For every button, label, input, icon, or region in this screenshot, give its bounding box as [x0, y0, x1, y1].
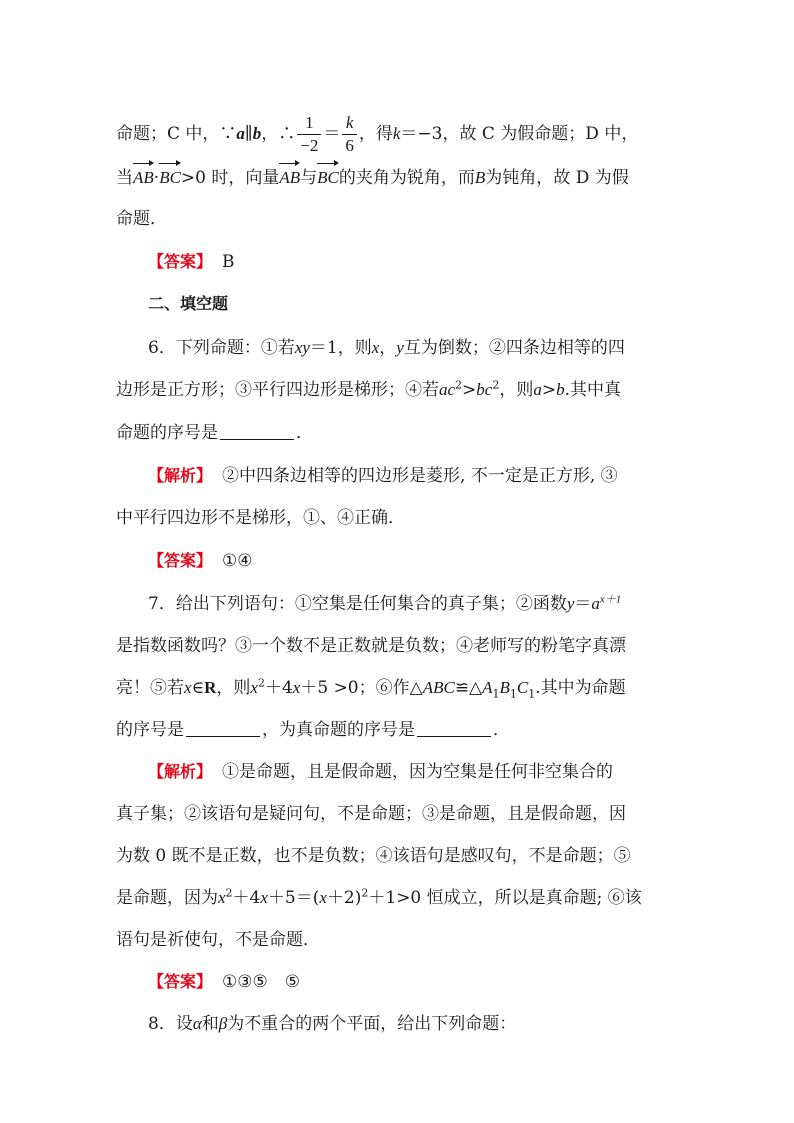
q6-analysis-2: 中平行四边形不是梯形，①、④正确． — [116, 508, 405, 528]
answer-tag: 【答案】 — [148, 972, 213, 991]
fraction-k-over-6: $\frac{k}{6}$ — [342, 112, 357, 157]
q6-answer: 【答案】 ①④ — [148, 551, 253, 571]
q7-answer: 【答案】 ①③⑤ ⑤ — [148, 972, 300, 992]
section-heading: 二、填空题 — [148, 294, 229, 313]
cont-line-3: 命题． — [116, 209, 167, 229]
analysis-tag: 【解析】 — [148, 466, 213, 485]
q7-analysis-3: 为数 0 既不是正数，也不是负数；④该语句是感叹句，不是命题；⑤ — [116, 846, 631, 866]
answer-blank — [186, 720, 260, 737]
q8-line-1: 8．设α和β为不重合的两个平面，给出下列命题： — [148, 1014, 517, 1034]
analysis-tag: 【解析】 — [148, 762, 213, 781]
vector-ab: AB — [133, 166, 154, 190]
q7-analysis-2: 真子集；②该语句是疑问句，不是命题；③是命题，且是假命题，因 — [116, 804, 626, 824]
answer-tag: 【答案】 — [148, 252, 213, 271]
q7-analysis-4: 是命题，因为$x^2+4x+5=(x+2)^2+1>0$ 恒成立，所以是真命题; ⑥该 — [116, 886, 642, 908]
q7-analysis-1: 【解析】 ①是命题，且是假命题，因为空集是任何非空集合的 — [148, 762, 614, 782]
q6-line-1: 6．下列命题：①若xy＝1，则x，y互为倒数；②四条边相等的四 — [148, 338, 625, 358]
q6-line-3: 命题的序号是 ． — [116, 423, 313, 443]
q7-line-2: 是指数函数吗？③一个数不是正数就是负数；④老师写的粉笔字真漂 — [116, 636, 626, 656]
fraction-1-over-neg2: $\frac{1}{-2}$ — [297, 112, 321, 157]
answer-blank — [417, 720, 491, 737]
answer-5: 【答案】 B — [148, 252, 235, 272]
q7-line-4: 的序号是 ，为真命题的序号是 ． — [116, 720, 510, 740]
vector-bc: BC — [317, 166, 339, 190]
answer-blank — [220, 423, 294, 440]
q7-analysis-5: 语句是祈使句，不是命题． — [116, 930, 320, 950]
vector-ab: AB — [279, 166, 300, 190]
q7-line-1: 7．给出下列语句：①空集是任何集合的真子集；②函数$y=a^{x+1}$ — [148, 593, 622, 614]
cont-line-2: 当AB·BC>0 时，向量AB与BC的夹角为锐角，而B为钝角，故 D 为假 — [116, 168, 629, 188]
vector-bc: BC — [159, 166, 181, 190]
q7-line-3: 亮！⑤若x∈R，则$x^2+4x+5 >0$；⑥作$\triangle ABC≌\triangle A_1B_1C_1$.其中为命题 — [116, 676, 626, 701]
cont-line-1: 命题；C 中，∵a∥b，∴ $\frac{1}{-2}$ ＝ $\frac{k}{6}$ ，得k＝−3，故 C 为假命题；D 中， — [116, 113, 639, 155]
q6-analysis-1: 【解析】 ②中四条边相等的四边形是菱形, 不一定是正方形, ③ — [148, 466, 618, 486]
answer-tag: 【答案】 — [148, 551, 213, 570]
q6-line-2: 边形是正方形；③平行四边形是梯形；④若$ac^2>bc^2$，则a>b.其中真 — [116, 378, 621, 400]
